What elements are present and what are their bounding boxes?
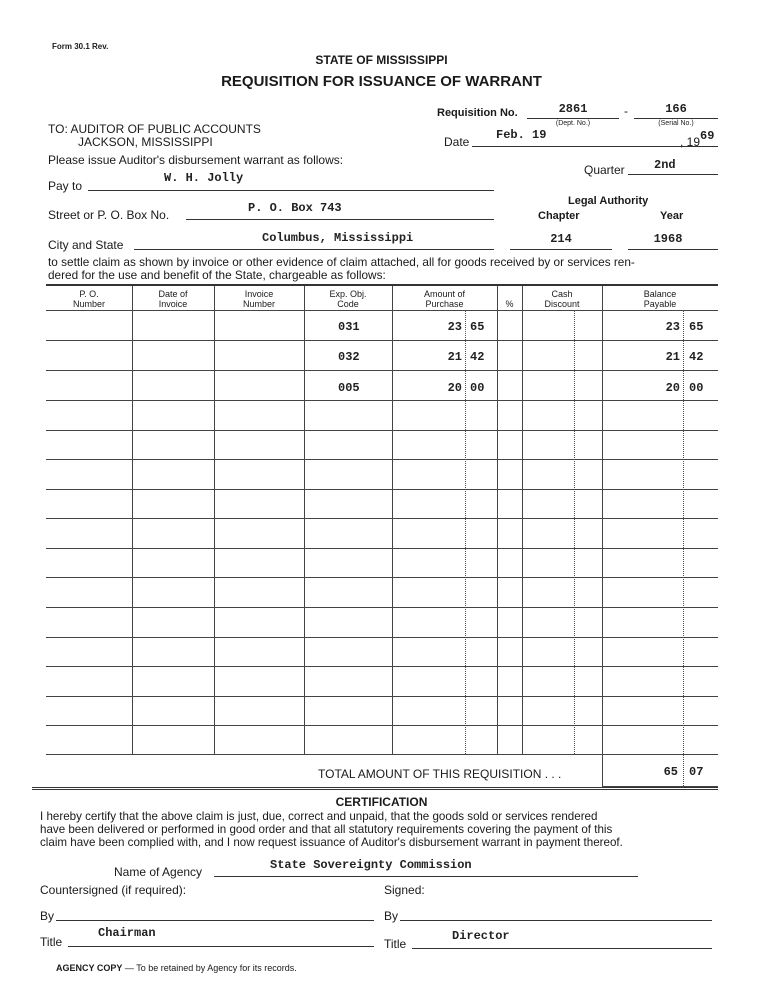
exp-code: 005 bbox=[338, 381, 360, 395]
left-title-label: Title bbox=[40, 935, 63, 949]
certification-line-2: have been delivered or performed in good order and that all statutory requirements covering the payment of this bbox=[40, 823, 613, 836]
footer-agency-copy: AGENCY COPY bbox=[56, 963, 123, 973]
year-label: Year bbox=[660, 210, 684, 222]
exp-code: 031 bbox=[338, 320, 360, 334]
right-title-label: Title bbox=[384, 937, 407, 951]
date-value: Feb. 19 bbox=[496, 128, 547, 142]
dept-no-label: (Dept. No.) bbox=[555, 120, 591, 127]
dept-no-value: 2861 bbox=[558, 102, 588, 116]
amount-cents: 65 bbox=[470, 320, 485, 334]
legal-authority-label: Legal Authority bbox=[568, 195, 649, 207]
agency-value: State Sovereignty Commission bbox=[270, 858, 472, 872]
footer-text: — To be retained by Agency for its records. bbox=[122, 963, 297, 973]
amount-cents: 42 bbox=[470, 350, 485, 364]
footer-note bbox=[56, 963, 297, 973]
certification-line-3: claim have been complied with, and I now request issuance of Auditor's disbursement warrant in payment thereof. bbox=[40, 836, 623, 849]
to-line-1: TO: AUDITOR OF PUBLIC ACCOUNTS bbox=[48, 122, 261, 136]
quarter-label: Quarter bbox=[584, 163, 625, 177]
header-date-of-invoice: Date of Invoice bbox=[158, 289, 188, 309]
state-heading: STATE OF MISSISSIPPI bbox=[315, 53, 448, 67]
balance-dollars: 23 bbox=[665, 320, 680, 334]
street-label: Street or P. O. Box No. bbox=[48, 208, 170, 222]
claim-text-line-1: to settle claim as shown by invoice or other evidence of claim attached, all for goods received by or services ren- bbox=[48, 255, 635, 269]
requisition-separator: - bbox=[624, 104, 628, 118]
left-title-value: Chairman bbox=[98, 926, 156, 940]
total-cents: 07 bbox=[689, 765, 704, 779]
form-number: Form 30.1 Rev. bbox=[52, 42, 109, 51]
date-year-prefix: , 19 bbox=[680, 135, 701, 149]
form-title: REQUISITION FOR ISSUANCE OF WARRANT bbox=[221, 73, 542, 90]
countersigned-label: Countersigned (if required): bbox=[40, 883, 187, 897]
certification-line-1: I hereby certify that the above claim is just, due, correct and unpaid, that the goods sold or services rendered bbox=[40, 810, 598, 823]
right-title-value: Director bbox=[452, 929, 510, 943]
certification-title: CERTIFICATION bbox=[335, 795, 428, 809]
total-label: TOTAL AMOUNT OF THIS REQUISITION . . . bbox=[318, 767, 562, 781]
balance-cents: 65 bbox=[689, 320, 704, 334]
serial-no-label: (Serial No.) bbox=[658, 120, 694, 127]
requisition-label: Requisition No. bbox=[437, 107, 518, 119]
balance-dollars: 21 bbox=[665, 350, 680, 364]
signed-label: Signed: bbox=[384, 883, 425, 897]
total-dollars: 65 bbox=[663, 765, 678, 779]
amount-dollars: 21 bbox=[447, 350, 462, 364]
chapter-label: Chapter bbox=[538, 210, 580, 222]
header-po: P. O. Number bbox=[72, 289, 105, 309]
chapter-value: 214 bbox=[550, 232, 572, 246]
date-label: Date bbox=[444, 135, 470, 149]
street-value: P. O. Box 743 bbox=[248, 201, 342, 215]
quarter-value: 2nd bbox=[654, 158, 676, 172]
to-line-2: JACKSON, MISSISSIPPI bbox=[78, 135, 213, 149]
date-year: 69 bbox=[700, 129, 715, 143]
balance-dollars: 20 bbox=[665, 381, 680, 395]
balance-cents: 00 bbox=[689, 381, 704, 395]
agency-label: Name of Agency bbox=[114, 865, 203, 879]
claim-text-line-2: dered for the use and benefit of the State, chargeable as follows: bbox=[48, 268, 386, 282]
pay-to-label: Pay to bbox=[48, 179, 83, 193]
pay-to-value: W. H. Jolly bbox=[164, 171, 244, 185]
exp-code: 032 bbox=[338, 350, 360, 364]
city-label: City and State bbox=[48, 238, 124, 252]
header-invoice-number: Invoice Number bbox=[242, 289, 275, 309]
balance-cents: 42 bbox=[689, 350, 704, 364]
left-by-label: By bbox=[40, 909, 55, 923]
header-amount: Amount of Purchase bbox=[423, 289, 466, 309]
header-exp-obj-code: Exp. Obj. Code bbox=[329, 289, 367, 309]
amount-dollars: 20 bbox=[447, 381, 462, 395]
right-by-label: By bbox=[384, 909, 399, 923]
instruction-text: Please issue Auditor's disbursement warrant as follows: bbox=[48, 153, 344, 167]
amount-cents: 00 bbox=[470, 381, 485, 395]
amount-dollars: 23 bbox=[447, 320, 462, 334]
header-cash-discount: Cash Discount bbox=[544, 289, 580, 309]
header-percent: % bbox=[505, 299, 514, 309]
serial-no-value: 166 bbox=[665, 102, 687, 116]
header-balance-payable: Balance Payable bbox=[643, 289, 677, 309]
city-value: Columbus, Mississippi bbox=[262, 231, 414, 245]
year-value: 1968 bbox=[653, 232, 683, 246]
